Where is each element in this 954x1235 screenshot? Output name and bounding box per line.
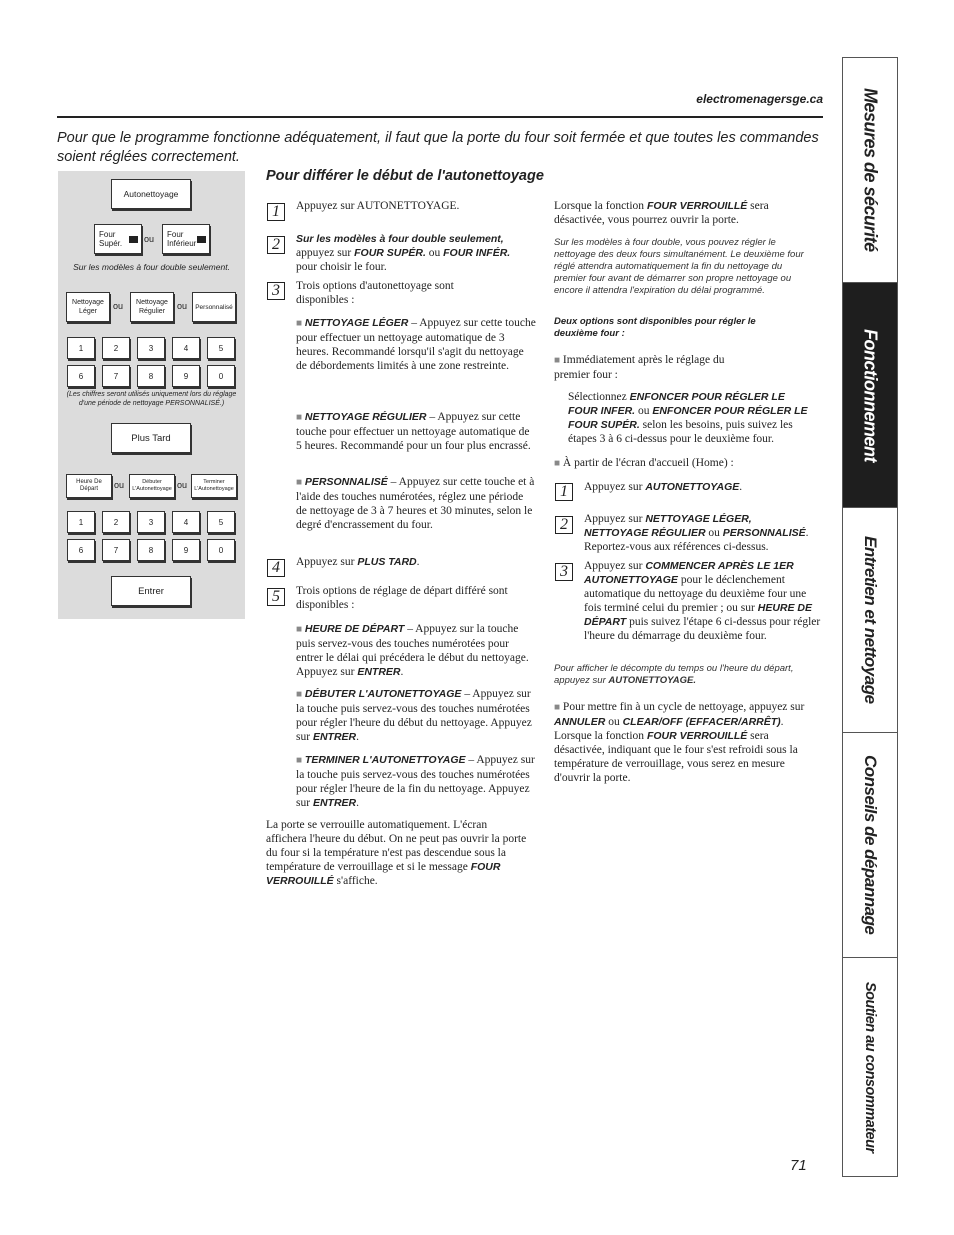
step-number: 1 [555, 483, 573, 501]
ou-label: ou [144, 234, 155, 244]
digit-key: 3 [137, 511, 165, 533]
option-terminer: ■ TERMINER L'AUTONETTOYAGE – Appuyez sur la touche puis servez-vous des touches numérotées pour régler l'heure de la fin du nettoyage. Appuyez sur ENTRER. [296, 754, 535, 809]
bullet-immediate: ■ Immédiatement après le réglage du premier four : [554, 354, 725, 381]
closing-paragraph: La porte se verrouille automatiquement. L'écran affichera l'heure du début. On ne peut pas ouvrir la porte du four si la température n'est pas descendue sous la température de verrouillage et si le message FOUR VERROUILLÉ s'affiche. [266, 819, 527, 887]
oven-indicator-filled-icon [197, 236, 206, 243]
digit-key: 4 [172, 337, 200, 359]
digit-key: 3 [137, 337, 165, 359]
tab-fonctionnement[interactable]: Fonctionnement [843, 283, 897, 508]
digit-key: 0 [207, 365, 235, 387]
plus-tard-key: Plus Tard [111, 423, 191, 453]
option-nettoyage-leger: ■ NETTOYAGE LÉGER – Appuyez sur cette touche pour effectuer un nettoyage automatique de 3 heures. Recommandé lorsqu'il s'agit du nettoyage de débordements limités à une zone restreinte. [296, 317, 536, 372]
unlock-paragraph: Lorsque la fonction FOUR VERROUILLÉ sera désactivée, vous pourrez ouvrir la porte. [554, 200, 769, 226]
ou-label: ou [177, 301, 188, 311]
countdown-note: Pour afficher le décompte du temps ou l'heure du départ, appuyez sur AUTONETTOYAGE. [554, 663, 794, 686]
digit-key: 0 [207, 539, 235, 561]
step-number: 3 [267, 282, 285, 300]
digit-key: 9 [172, 539, 200, 561]
header-rule [57, 116, 823, 118]
control-panel-illustration [58, 171, 245, 619]
digit-key: 8 [137, 539, 165, 561]
right-step-1-text: Appuyez sur AUTONETTOYAGE. [584, 481, 743, 493]
digit-key: 9 [172, 365, 200, 387]
digit-key: 2 [102, 511, 130, 533]
ou-label: ou [113, 301, 124, 311]
nettoyage-leger-key: Nettoyage Léger [66, 292, 110, 322]
personnalise-key: Personnalisé [192, 292, 236, 322]
section-title: Pour différer le début de l'autonettoyage [266, 168, 544, 184]
digit-key: 4 [172, 511, 200, 533]
step-number: 2 [267, 236, 285, 254]
option-personnalise: ■ PERSONNALISÉ – Appuyez sur cette touche et à l'aide des touches numérotées, réglez une période de nettoyage de 3 à 7 heures et 30 minutes, selon le degré d'encrassement du four. [296, 476, 535, 531]
digit-key: 5 [207, 511, 235, 533]
digit-key: 1 [67, 337, 95, 359]
section-tabs [842, 57, 898, 1177]
ou-label: ou [114, 480, 125, 490]
digit-key: 6 [67, 365, 95, 387]
debuter-key: Débuter L'Autonettoyage [129, 474, 175, 498]
step-number: 5 [267, 588, 285, 606]
step-number: 3 [555, 563, 573, 581]
bullet-home-screen: ■ À partir de l'écran d'accueil (Home) : [554, 457, 734, 469]
step-number: 4 [267, 559, 285, 577]
select-oven-text: Sélectionnez ENFONCER POUR RÉGLER LE FOUR INFER. ou ENFONCER POUR RÉGLER LE FOUR SUPÉR. selon les besoins, puis suivez les étapes 3 à 6 ci-dessus pour le deuxième four. [568, 391, 808, 445]
step-4-text: Appuyez sur PLUS TARD. [296, 556, 420, 568]
digit-key: 1 [67, 511, 95, 533]
autonettoyage-key: Autonettoyage [111, 179, 191, 209]
digits-note: (Les chiffres seront utilisés uniquement lors du réglage d'une période de nettoyage PERSONNALISÉ.) [66, 391, 237, 407]
terminer-key: Terminer L'Autonettoyage [191, 474, 237, 498]
oven-indicator-filled-icon [129, 236, 138, 243]
right-step-2-text: Appuyez sur NETTOYAGE LÉGER, NETTOYAGE RÉGULIER ou PERSONNALISÉ. Reportez-vous aux références ci-dessus. [584, 513, 809, 553]
step-2-text: Sur les modèles à four double seulement, appuyez sur FOUR SUPÉR. ou FOUR INFÉR. pour choisir le four. [296, 233, 511, 273]
bullet-cancel: ■ Pour mettre fin à un cycle de nettoyage, appuyez sur ANNULER ou CLEAR/OFF (EFFACER/ARRÊT). Lorsque la fonction FOUR VERROUILLÉ sera désactivée, indiquant que le four s'est refroidi sous la température de verrouillage, vous serez en mesure d'ouvrir la porte. [554, 701, 805, 784]
digit-key: 5 [207, 337, 235, 359]
digit-key: 7 [102, 539, 130, 561]
option-heure-depart: ■ HEURE DE DÉPART – Appuyez sur la touche puis servez-vous des touches numérotées pour entrer le délai qui précédera le début du nettoyage. Appuyez sur ENTRER. [296, 623, 529, 678]
four-super-key: Four Supér. [94, 224, 142, 254]
digit-key: 7 [102, 365, 130, 387]
four-infer-key: Four Inférieur [162, 224, 210, 254]
double-oven-note: Sur les modèles à four double, vous pouvez régler le nettoyage des deux fours simultanément. Le deuxième four réglé attendra automatiquement la fin du nettoyage du premier four avant de démarrer son propre nettoyage ou encore il attendra l'expiration du délai programmé. [554, 237, 804, 296]
intro-text: Pour que le programme fonctionne adéquatement, il faut que la porte du four soit fermée et que toutes les commandes soient réglées correctement. [57, 130, 819, 165]
option-debuter: ■ DÉBUTER L'AUTONETTOYAGE – Appuyez sur la touche puis servez-vous des touches numérotées pour régler l'heure du début du nettoyage. Appuyez sur ENTRER. [296, 688, 532, 743]
step-5-text: Trois options de réglage de départ différé sont disponibles : [296, 585, 508, 611]
digit-key: 6 [67, 539, 95, 561]
option-nettoyage-regulier: ■ NETTOYAGE RÉGULIER – Appuyez sur cette touche pour effectuer un nettoyage automatique de 5 heures. Recommandé pour un four plus encrassé. [296, 411, 531, 452]
website-url[interactable]: electromenagersge.ca [696, 92, 823, 106]
heure-depart-key: Heure De Départ [66, 474, 112, 498]
tab-entretien-nettoyage[interactable]: Entretien et nettoyage [843, 508, 897, 733]
page-number: 71 [790, 1157, 807, 1174]
tab-soutien-consommateur[interactable]: Soutien au consommateur [862, 981, 878, 1153]
double-oven-note: Sur les modèles à four double seulement. [73, 262, 230, 272]
step-3-text: Trois options d'autonettoyage sont disponibles : [296, 280, 454, 306]
tab-conseils-depannage[interactable]: Conseils de dépannage [843, 733, 897, 958]
digit-key: 8 [137, 365, 165, 387]
ou-label: ou [177, 480, 188, 490]
step-number: 1 [267, 203, 285, 221]
two-options-heading: Deux options sont disponibles pour régler le deuxième four : [554, 316, 756, 339]
step-1-text: Appuyez sur AUTONETTOYAGE. [296, 200, 460, 212]
step-number: 2 [555, 516, 573, 534]
tab-mesures-securite[interactable]: Mesures de sécurité [843, 58, 897, 283]
digit-key: 2 [102, 337, 130, 359]
entrer-key: Entrer [111, 576, 191, 606]
right-step-3-text: Appuyez sur COMMENCER APRÈS LE 1ER AUTONETTOYAGE pour le déclenchement automatique du nettoyage du deuxième four une fois terminé celui du premier ; ou sur HEURE DE DÉPART puis suivez l'étape 6 ci-dessus pour régler l'heure du démarrage du deuxième four. [584, 560, 821, 642]
nettoyage-regulier-key: Nettoyage Régulier [130, 292, 174, 322]
